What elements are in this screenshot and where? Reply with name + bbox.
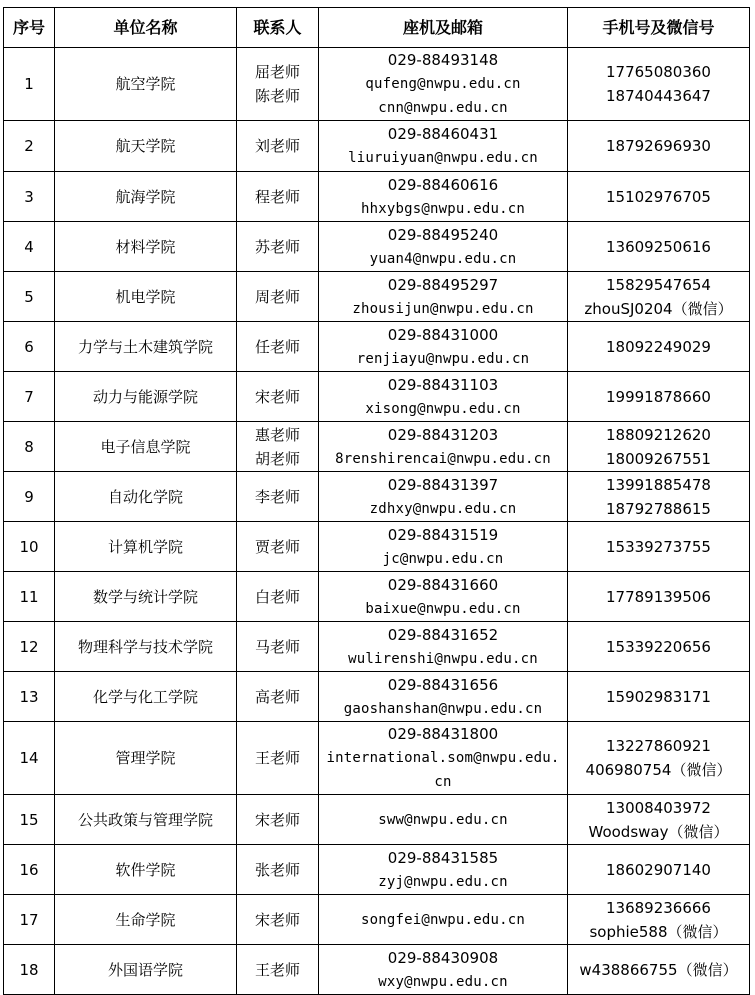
contact-person xyxy=(237,522,319,572)
contacts-line: 刘老师 xyxy=(254,137,300,155)
mobile-line: 13227860921 xyxy=(606,737,711,755)
phone_email-line: 029-88431585 xyxy=(387,848,499,867)
row-number-text: 14 xyxy=(19,749,39,767)
mobile-line: 13008403972 xyxy=(606,798,711,817)
phone_email-line: qufeng@nwpu.edu.cn xyxy=(365,76,521,92)
phone_email-line: wulirenshi@nwpu.edu.cn xyxy=(348,650,538,667)
row-number xyxy=(4,372,55,422)
table-row xyxy=(4,472,750,522)
mobile-wechat xyxy=(568,845,750,895)
phone_email-line: 029-88460431 xyxy=(387,125,499,143)
contacts-line: 宋老师 xyxy=(254,910,300,929)
unit-name xyxy=(55,722,237,795)
mobile-wechat xyxy=(568,372,750,422)
unit-name-text: 计算机学院 xyxy=(107,537,183,556)
unit-name xyxy=(55,472,237,522)
contacts-line: 白老师 xyxy=(254,587,300,606)
contacts-line: 任老师 xyxy=(254,337,300,356)
contacts-line: 苏老师 xyxy=(254,237,300,256)
contact-person xyxy=(237,895,319,945)
mobile-wechat xyxy=(568,672,750,722)
table-row xyxy=(4,272,750,322)
unit-name-text: 数学与统计学院 xyxy=(92,587,198,606)
contact-person xyxy=(237,48,319,121)
table-row xyxy=(4,722,750,795)
row-number xyxy=(4,622,55,672)
contacts-line: 张老师 xyxy=(254,860,300,879)
mobile-wechat xyxy=(568,795,750,845)
table-row xyxy=(4,422,750,472)
mobile-wechat xyxy=(568,222,750,272)
unit-name xyxy=(55,895,237,945)
table-row xyxy=(4,845,750,895)
phone-email xyxy=(319,522,568,572)
mobile-line: Woodsway（微信） xyxy=(588,822,729,841)
contact-person xyxy=(237,572,319,622)
table-row xyxy=(4,172,750,222)
contacts-line: 贾老师 xyxy=(254,537,300,556)
phone_email-line: baixue@nwpu.edu.cn xyxy=(365,600,521,617)
phone-email xyxy=(319,272,568,322)
phone-email xyxy=(319,622,568,672)
phone_email-line: 029-88431656 xyxy=(387,675,499,694)
mobile-line: 15902983171 xyxy=(606,687,711,706)
table-row xyxy=(4,372,750,422)
row-number xyxy=(4,572,55,622)
mobile-wechat xyxy=(568,472,750,522)
phone-email xyxy=(319,895,568,945)
unit-name xyxy=(55,845,237,895)
mobile-line: 17765080360 xyxy=(606,63,711,81)
contact-person xyxy=(237,722,319,795)
contacts-line: 高老师 xyxy=(254,687,300,706)
phone_email-line: wxy@nwpu.edu.cn xyxy=(378,973,508,990)
mobile-line: 13991885478 xyxy=(606,475,711,494)
table-row xyxy=(4,121,750,172)
row-number xyxy=(4,121,55,172)
phone_email-line: 029-88431519 xyxy=(387,525,499,544)
phone-email xyxy=(319,172,568,222)
phone-email xyxy=(319,945,568,995)
row-number-text: 13 xyxy=(19,687,39,706)
contacts-line: 宋老师 xyxy=(254,810,300,829)
mobile-line: w438866755（微信） xyxy=(579,960,738,979)
phone-email xyxy=(319,322,568,372)
unit-name-text: 电子信息学院 xyxy=(100,437,191,456)
unit-name-text: 材料学院 xyxy=(115,237,176,256)
mobile-line: zhouSJ0204（微信） xyxy=(584,299,733,318)
table-row xyxy=(4,48,750,121)
header-phone-email: 座机及邮箱 xyxy=(319,8,568,48)
mobile-wechat xyxy=(568,572,750,622)
mobile-line: 18009267551 xyxy=(606,449,711,468)
contacts-line: 惠老师 xyxy=(254,425,300,444)
table-row xyxy=(4,572,750,622)
contacts-line: 屈老师 xyxy=(254,63,300,81)
mobile-wechat xyxy=(568,945,750,995)
mobile-wechat xyxy=(568,121,750,172)
unit-name xyxy=(55,48,237,121)
contact-person xyxy=(237,622,319,672)
mobile-wechat xyxy=(568,522,750,572)
phone_email-line: xisong@nwpu.edu.cn xyxy=(365,400,521,417)
table-row xyxy=(4,895,750,945)
unit-name-text: 航天学院 xyxy=(115,137,176,155)
contacts-line: 宋老师 xyxy=(254,387,300,406)
contact-person xyxy=(237,222,319,272)
unit-name xyxy=(55,672,237,722)
contacts-line: 胡老师 xyxy=(254,449,300,468)
contacts-line: 李老师 xyxy=(254,487,300,506)
unit-name-text: 机电学院 xyxy=(115,287,176,306)
phone_email-line: gaoshanshan@nwpu.edu.cn xyxy=(343,700,543,717)
unit-name xyxy=(55,945,237,995)
mobile-wechat xyxy=(568,272,750,322)
row-number-text: 11 xyxy=(19,587,39,606)
unit-name xyxy=(55,795,237,845)
row-number xyxy=(4,895,55,945)
mobile-wechat xyxy=(568,48,750,121)
phone-email xyxy=(319,472,568,522)
contact-person xyxy=(237,322,319,372)
unit-name-text: 力学与土木建筑学院 xyxy=(77,337,213,356)
mobile-line: 18092249029 xyxy=(606,337,711,356)
phone_email-line: cnn@nwpu.edu.cn xyxy=(378,100,508,116)
phone_email-line: sww@nwpu.edu.cn xyxy=(378,811,508,828)
row-number xyxy=(4,945,55,995)
row-number xyxy=(4,48,55,121)
row-number-text: 3 xyxy=(24,187,34,206)
phone_email-line: 029-88431652 xyxy=(387,625,499,644)
row-number xyxy=(4,272,55,322)
phone-email xyxy=(319,845,568,895)
phone_email-line: zhousijun@nwpu.edu.cn xyxy=(352,300,534,317)
contacts-line: 王老师 xyxy=(254,960,300,979)
row-number-text: 2 xyxy=(24,137,34,155)
table-row xyxy=(4,622,750,672)
unit-name xyxy=(55,422,237,472)
mobile-wechat xyxy=(568,172,750,222)
row-number-text: 18 xyxy=(19,960,39,979)
contact-person xyxy=(237,845,319,895)
phone_email-line: songfei@nwpu.edu.cn xyxy=(361,911,525,928)
phone_email-line: 029-88495297 xyxy=(387,275,499,294)
phone_email-line: 029-88493148 xyxy=(387,51,499,69)
unit-name-text: 公共政策与管理学院 xyxy=(77,810,213,829)
row-number-text: 8 xyxy=(24,437,34,456)
contact-person xyxy=(237,272,319,322)
phone_email-line: liuruiyuan@nwpu.edu.cn xyxy=(348,150,538,166)
row-number-text: 1 xyxy=(24,75,34,93)
mobile-line: 17789139506 xyxy=(606,587,711,606)
unit-name xyxy=(55,622,237,672)
phone_email-line: 029-88431103 xyxy=(387,375,499,394)
table-row xyxy=(4,795,750,845)
contacts-line: 周老师 xyxy=(254,287,300,306)
unit-name xyxy=(55,322,237,372)
phone_email-line: 029-88431800 xyxy=(387,725,499,743)
phone_email-line: 029-88460616 xyxy=(387,175,499,194)
phone_email-line: cn xyxy=(434,774,452,790)
unit-name-text: 管理学院 xyxy=(115,749,176,767)
phone_email-line: international.som@nwpu.edu. xyxy=(326,750,560,766)
mobile-line: 18809212620 xyxy=(606,425,711,444)
unit-name-text: 生命学院 xyxy=(115,910,176,929)
phone_email-line: 029-88431660 xyxy=(387,575,499,594)
mobile-line: 13689236666 xyxy=(606,898,711,917)
phone_email-line: 029-88431203 xyxy=(387,425,499,444)
phone-email xyxy=(319,795,568,845)
row-number xyxy=(4,795,55,845)
mobile-line: 19991878660 xyxy=(606,387,711,406)
unit-name-text: 动力与能源学院 xyxy=(92,387,198,406)
contact-person xyxy=(237,672,319,722)
header-unit: 单位名称 xyxy=(55,8,237,48)
mobile-line: 15102976705 xyxy=(606,187,711,206)
row-number-text: 12 xyxy=(19,637,39,656)
phone-email xyxy=(319,48,568,121)
unit-name xyxy=(55,121,237,172)
unit-name-text: 化学与化工学院 xyxy=(92,687,198,706)
unit-name xyxy=(55,172,237,222)
mobile-wechat xyxy=(568,322,750,372)
unit-name-text: 软件学院 xyxy=(115,860,176,879)
phone_email-line: 029-88495240 xyxy=(387,225,499,244)
table-row xyxy=(4,522,750,572)
unit-name-text: 自动化学院 xyxy=(107,487,183,506)
contacts-line: 王老师 xyxy=(254,749,300,767)
mobile-line: 13609250616 xyxy=(606,237,711,256)
row-number xyxy=(4,522,55,572)
phone-email xyxy=(319,372,568,422)
table-body xyxy=(4,48,750,995)
contact-person xyxy=(237,172,319,222)
unit-name xyxy=(55,572,237,622)
phone_email-line: renjiayu@nwpu.edu.cn xyxy=(356,350,530,367)
contact-person xyxy=(237,372,319,422)
row-number xyxy=(4,472,55,522)
row-number xyxy=(4,722,55,795)
row-number-text: 9 xyxy=(24,487,34,506)
mobile-line: 15339220656 xyxy=(606,637,711,656)
table-row xyxy=(4,222,750,272)
row-number xyxy=(4,172,55,222)
phone_email-line: zyj@nwpu.edu.cn xyxy=(378,873,508,890)
mobile-wechat xyxy=(568,722,750,795)
mobile-line: 406980754（微信） xyxy=(585,761,732,779)
phone-email xyxy=(319,121,568,172)
phone-email xyxy=(319,222,568,272)
unit-name xyxy=(55,372,237,422)
mobile-line: sophie588（微信） xyxy=(589,922,728,941)
row-number-text: 17 xyxy=(19,910,39,929)
header-no: 序号 xyxy=(4,8,55,48)
contact-person xyxy=(237,121,319,172)
unit-name xyxy=(55,522,237,572)
row-number xyxy=(4,672,55,722)
header-mobile-wechat: 手机号及微信号 xyxy=(568,8,750,48)
unit-name-text: 航海学院 xyxy=(115,187,176,206)
phone_email-line: yuan4@nwpu.edu.cn xyxy=(369,250,517,267)
row-number xyxy=(4,222,55,272)
unit-name-text: 航空学院 xyxy=(115,75,176,93)
mobile-wechat xyxy=(568,622,750,672)
contact-table xyxy=(3,7,750,995)
mobile-line: 18792696930 xyxy=(606,137,711,155)
contact-person xyxy=(237,472,319,522)
header-contact: 联系人 xyxy=(237,8,319,48)
phone_email-line: zdhxy@nwpu.edu.cn xyxy=(369,500,517,517)
contact-person xyxy=(237,422,319,472)
phone-email xyxy=(319,572,568,622)
phone-email xyxy=(319,672,568,722)
mobile-wechat xyxy=(568,422,750,472)
contacts-line: 马老师 xyxy=(254,637,300,656)
row-number-text: 7 xyxy=(24,387,34,406)
row-number-text: 5 xyxy=(24,287,34,306)
row-number xyxy=(4,845,55,895)
phone_email-line: 029-88431000 xyxy=(387,325,499,344)
contact-person xyxy=(237,795,319,845)
phone-email xyxy=(319,422,568,472)
table-row xyxy=(4,322,750,372)
unit-name xyxy=(55,222,237,272)
row-number-text: 15 xyxy=(19,810,39,829)
row-number xyxy=(4,322,55,372)
row-number xyxy=(4,422,55,472)
phone_email-line: hhxybgs@nwpu.edu.cn xyxy=(361,200,525,217)
phone-email xyxy=(319,722,568,795)
mobile-line: 18792788615 xyxy=(606,499,711,518)
row-number-text: 10 xyxy=(19,537,39,556)
unit-name-text: 外国语学院 xyxy=(107,960,183,979)
row-number-text: 16 xyxy=(19,860,39,879)
unit-name xyxy=(55,272,237,322)
phone_email-line: 029-88431397 xyxy=(387,475,499,494)
contact-person xyxy=(237,945,319,995)
mobile-line: 18602907140 xyxy=(606,860,711,879)
row-number-text: 6 xyxy=(24,337,34,356)
header-row xyxy=(4,8,750,48)
mobile-line: 15339273755 xyxy=(606,537,711,556)
table-row xyxy=(4,945,750,995)
mobile-wechat xyxy=(568,895,750,945)
contacts-line: 陈老师 xyxy=(254,87,300,105)
row-number-text: 4 xyxy=(24,237,34,256)
contacts-line: 程老师 xyxy=(254,187,300,206)
phone_email-line: 8renshirencai@nwpu.edu.cn xyxy=(335,450,551,467)
table-row xyxy=(4,672,750,722)
phone_email-line: 029-88430908 xyxy=(387,948,499,967)
unit-name-text: 物理科学与技术学院 xyxy=(77,637,213,656)
phone_email-line: jc@nwpu.edu.cn xyxy=(382,550,504,567)
mobile-line: 15829547654 xyxy=(606,275,711,294)
mobile-line: 18740443647 xyxy=(606,87,711,105)
